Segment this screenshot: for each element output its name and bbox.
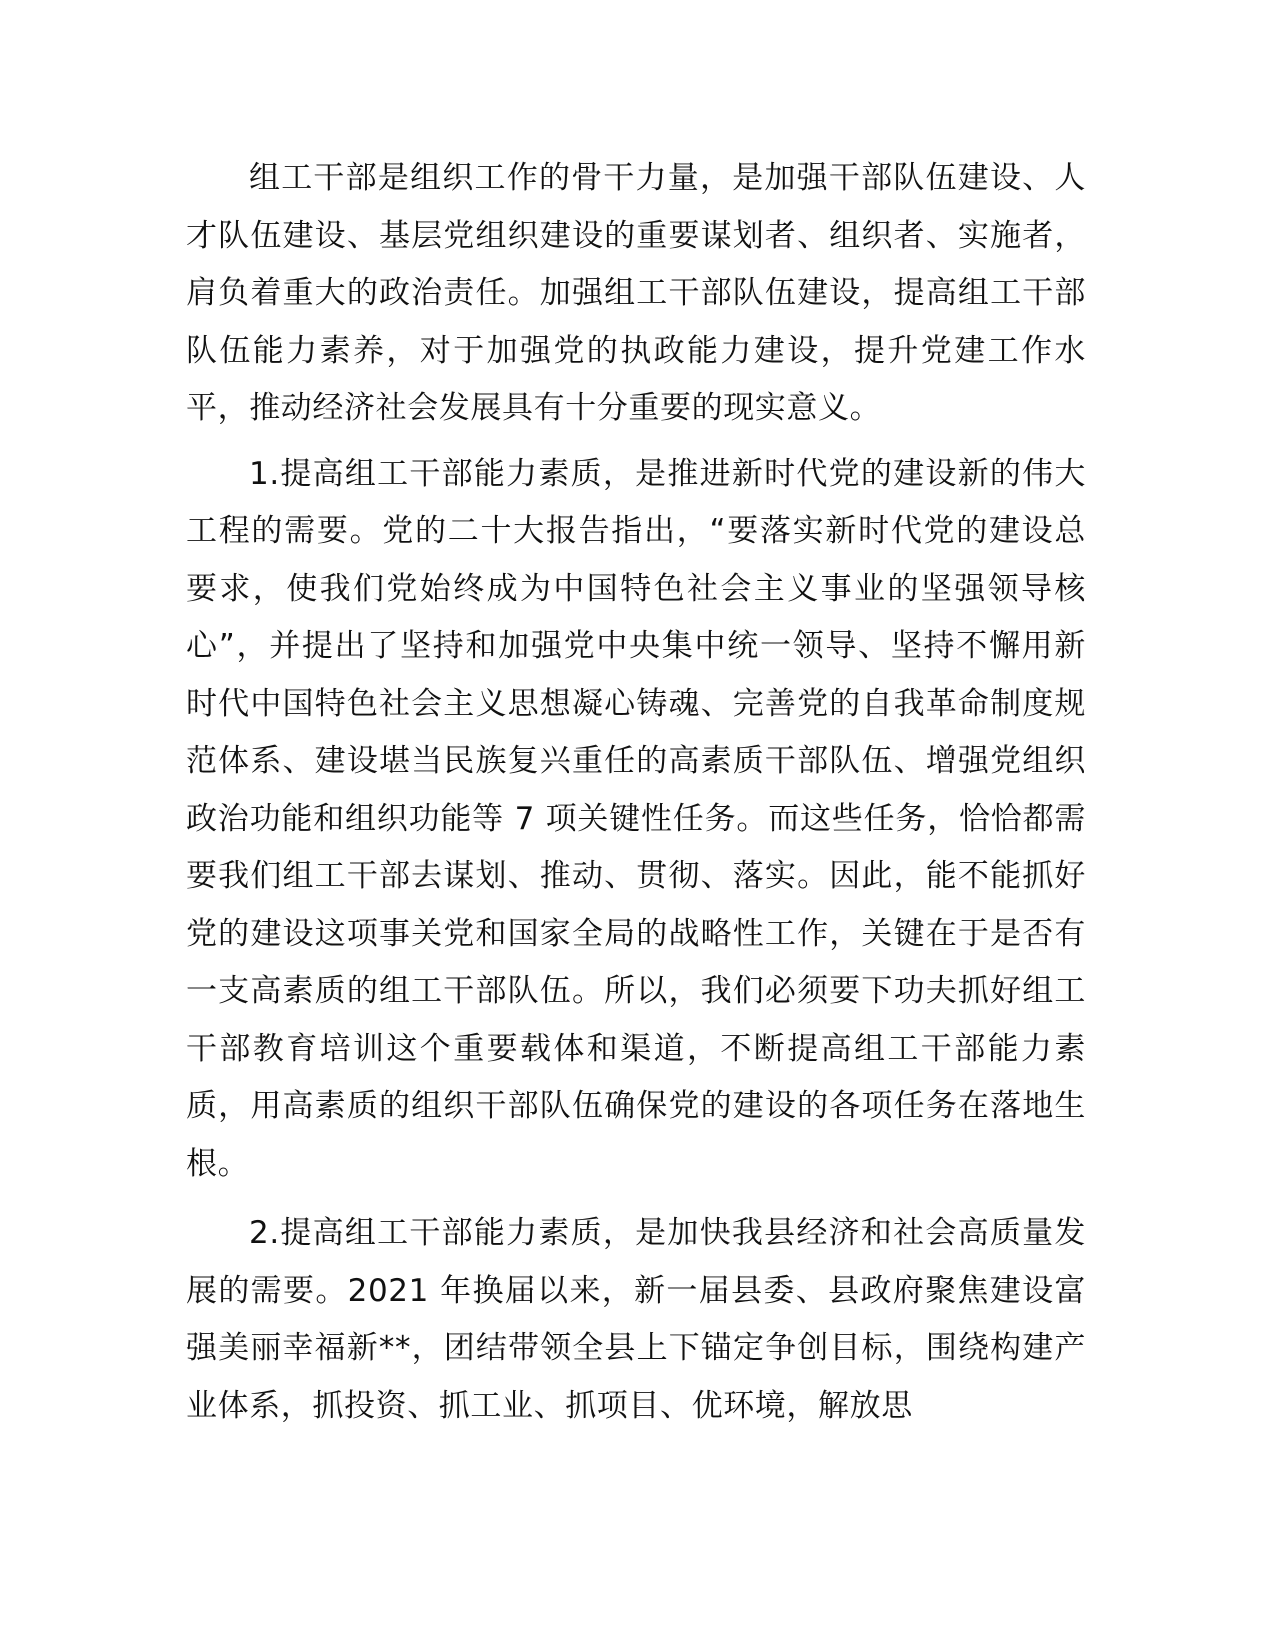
paragraph-intro: 组工干部是组织工作的骨干力量，是加强干部队伍建设、人才队伍建设、基层党组织建设的重要谋划者、组织者、实施者，肩负着重大的政治责任。加强组工干部队伍建设，提高组工干部队伍能力素养，对于加强党的执政能力建设，提升党建工作水平，推动经济社会发展具有十分重要的现实意义。: [186, 160, 1086, 426]
document-body: [186, 150, 1086, 1435]
paragraph-point-1: 1.提高组工干部能力素质，是推进新时代党的建设新的伟大工程的需要。党的二十大报告指出，“要落实新时代党的建设总要求，使我们党始终成为中国特色社会主义事业的坚强领导核心”，并提出了坚持和加强党中央集中统一领导、坚持不懈用新时代中国特色社会主义思想凝心铸魂、完善党的自我革命制度规范体系、建设堪当民族复兴重任的高素质干部队伍、增强党组织政治功能和组织功能等 7 项关键性任务。而这些任务，恰恰都需要我们组工干部去谋划、推动、贯彻、落实。因此，能不能抓好党的建设这项事关党和国家全局的战略性工作，关键在于是否有一支高素质的组工干部队伍。所以，我们必须要下功夫抓好组工干部教育培训这个重要载体和渠道，不断提高组工干部能力素质，用高素质的组织干部队伍确保党的建设的各项任务在落地生根。: [186, 455, 1086, 1182]
paragraph-point-2: 2.提高组工干部能力素质，是加快我县经济和社会高质量发展的需要。2021 年换届以来，新一届县委、县政府聚焦建设富强美丽幸福新**，团结带领全县上下锚定争创目标，围绕构建产业体系，抓投资、抓工业、抓项目、优环境，解放思: [186, 1215, 1086, 1424]
